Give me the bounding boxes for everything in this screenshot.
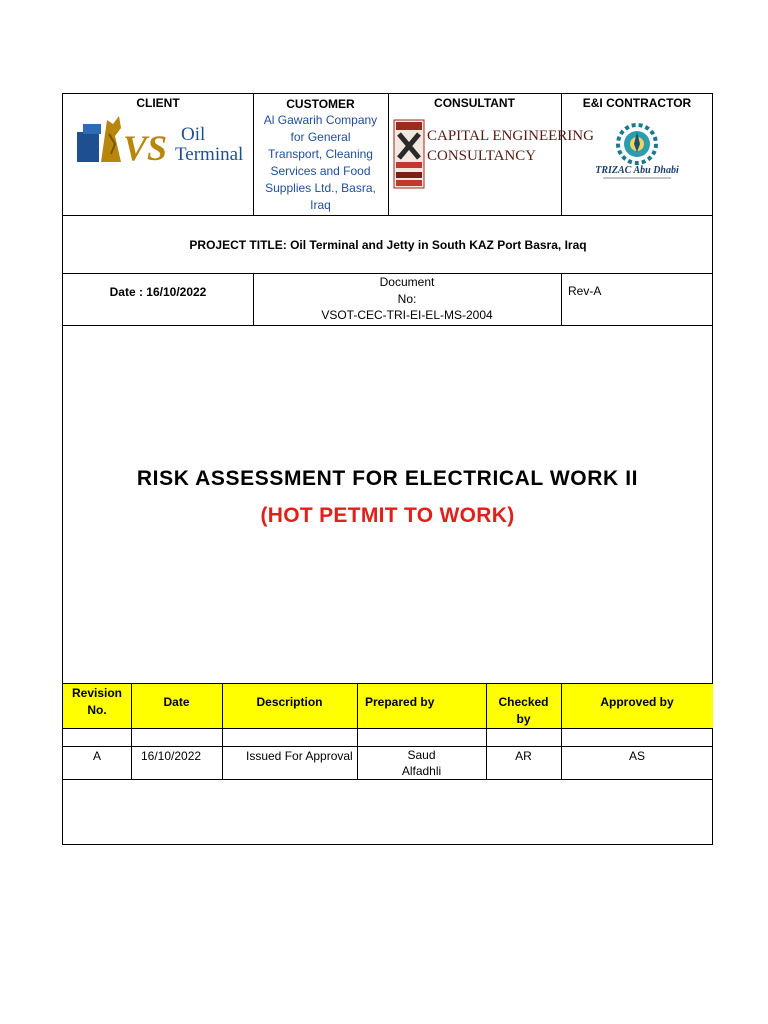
document-date: Date : 16/10/2022 [109, 285, 207, 299]
divider [561, 273, 562, 325]
trizac-logo-text: TRIZAC Abu Dhabi [595, 165, 679, 176]
divider [561, 94, 562, 215]
header-revision: Revision [71, 686, 122, 700]
customer-line: Iraq [310, 198, 331, 212]
customer-line: Supplies Ltd., Basra, [265, 181, 376, 195]
consultant-logo-text-1: CAPITAL ENGINEERING [427, 128, 594, 144]
capital-engineering-logo [393, 118, 594, 190]
oil-logo-text: Oil [181, 124, 206, 145]
customer-line: Transport, Cleaning [268, 147, 373, 161]
row-checked-by: AR [515, 749, 532, 763]
project-title: PROJECT TITLE: Oil Terminal and Jetty in South KAZ Port Basra, Iraq [189, 238, 587, 252]
divider [63, 325, 712, 326]
row-date: 16/10/2022 [141, 749, 202, 763]
row-prepared-by: Alfadhli [401, 764, 442, 778]
document-frame [62, 93, 713, 845]
header-prepared-by: Prepared by [365, 695, 435, 709]
terminal-logo-text: Terminal [175, 144, 244, 165]
row-approved-by: AS [628, 749, 645, 763]
header-description: Description [256, 695, 323, 709]
row-description: Issued For Approval [246, 749, 353, 763]
row-prepared-by: Saud [407, 748, 436, 762]
header-date: Date [163, 695, 190, 709]
document-subtitle: (HOT PETMIT TO WORK) [260, 504, 515, 527]
trizac-logo [573, 122, 701, 182]
header-checked-by: by [516, 712, 531, 726]
document-title: RISK ASSESSMENT FOR ELECTRICAL WORK II [136, 467, 639, 490]
consultant-logo-text-2: CONSULTANCY [427, 148, 537, 164]
document-number: VSOT-CEC-TRI-EI-EL-MS-2004 [321, 308, 493, 322]
divider [63, 215, 712, 216]
header-approved-by: Approved by [600, 695, 674, 709]
vs-oil-terminal-logo [75, 114, 245, 166]
contractor-label: E&I CONTRACTOR [582, 96, 692, 110]
consultant-label: CONSULTANT [434, 96, 515, 110]
customer-line: Services and Food [270, 164, 371, 178]
customer-line: for General [290, 130, 351, 144]
tank-icon [77, 132, 99, 162]
customer-line: Al Gawarih Company [263, 113, 378, 127]
divider [63, 728, 712, 729]
document-number-label: No: [397, 292, 417, 306]
client-label: CLIENT [136, 96, 180, 110]
customer-label: CUSTOMER [286, 97, 355, 111]
vs-logo-text: VS [123, 128, 168, 168]
row-revision: A [92, 749, 101, 763]
revision-code: Rev-A [568, 284, 602, 298]
header-checked-by: Checked [498, 695, 549, 709]
header-revision: No. [87, 703, 107, 717]
document-number-label: Document [379, 275, 435, 289]
divider [388, 94, 389, 215]
